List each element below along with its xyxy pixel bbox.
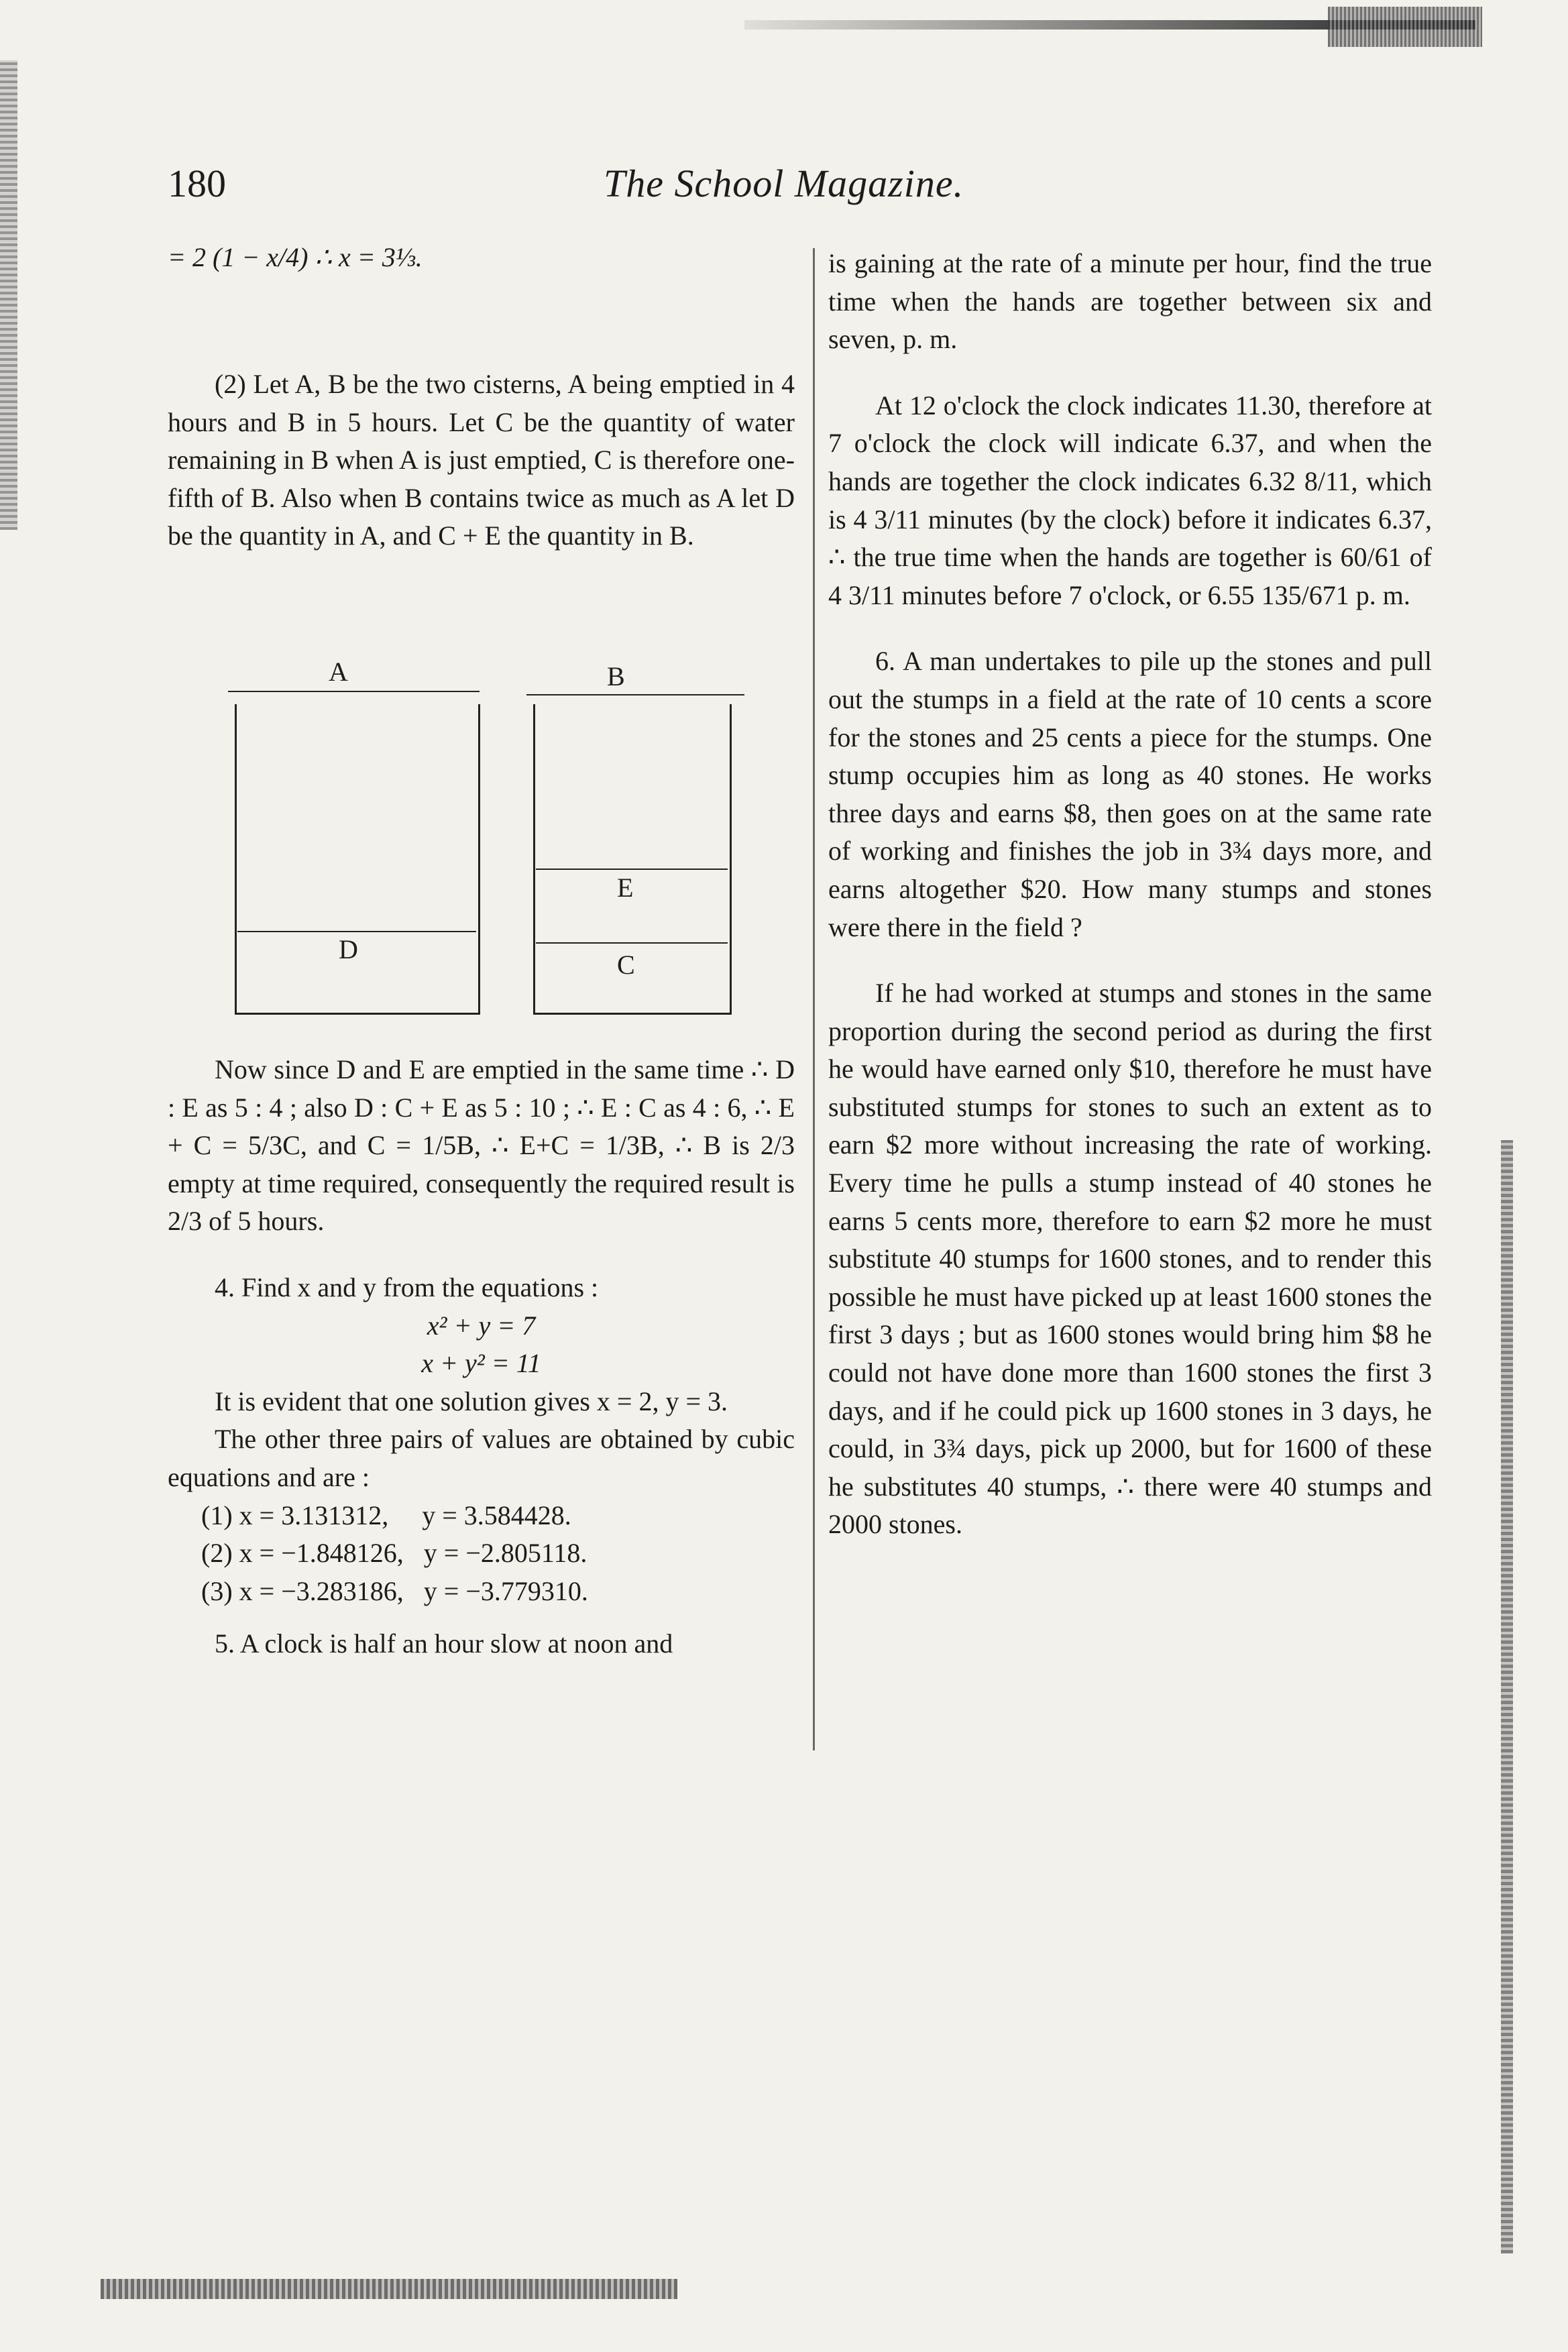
- cistern-b-level-line: [536, 869, 728, 870]
- running-title: The School Magazine.: [604, 162, 964, 205]
- other-pairs-intro: The other three pairs of values are obtained by cubic equations and are :: [168, 1424, 795, 1492]
- cistern-a-level-line: [237, 931, 476, 932]
- root-3: (3) x = −3.283186, y = −3.779310.: [201, 1575, 588, 1606]
- problem-6: 6. A man undertakes to pile up the stones and pull out the stumps in a field at the rate of 10 cents a score for the stones and 25 cents a piece for the stumps. One stump occupies him as long as 40 stones. He works three days and earns $8, then goes on at the same rate of working and finishes the job in 3¾ days more, and earns altogether $20. How many stumps and stones were there in the field ?: [828, 646, 1432, 942]
- column-rule: [813, 248, 815, 1750]
- equation-1: x² + y = 7: [427, 1310, 536, 1341]
- scan-edge-left: [0, 60, 17, 530]
- left-column-upper: [168, 366, 795, 555]
- solution-6: If he had worked at stumps and stones in the same proportion during the second period as during the first he would have earned only $10, therefore he must have substituted stumps for stones to such an extent as to earn $2 more without increasing the rate of working. Every time he pulls a stump instead of 40 stones he earns 5 cents more, therefore to earn $2 more he must substitute 40 stumps for 1600 stones, and to render this possible he must have picked up at least 1600 stones the first 3 days ; but as 1600 stones would bring him $8 he could not have done more than 1600 stones the first 3 days, and if he could pick up 1600 stones in 3 days, he could, in 3¾ days, pick up 2000, but for 1600 of these he substitutes 40 stumps, ∴ there were 40 stumps and 2000 stones.: [828, 978, 1432, 1540]
- cistern-a-label: A: [329, 657, 348, 687]
- problem-5-continued: is gaining at the rate of a minute per hour, find the true time when the hands are together between six and seven, p. m.: [828, 248, 1432, 355]
- cistern-e-label: E: [617, 873, 634, 903]
- cistern-d-label: D: [339, 934, 358, 964]
- scan-edge-bottom: [101, 2279, 677, 2299]
- top-formula: = 2 (1 − x/4) ∴ x = 3⅓.: [168, 242, 423, 272]
- evident-solution: It is evident that one solution gives x = 2, y = 3.: [215, 1386, 728, 1416]
- solution-5: At 12 o'clock the clock indicates 11.30, therefore at 7 o'clock the clock will indicate 6.37, and when the hands are together the clock indicates 6.32 8/11, which is 4 3/11 minutes (by the clock) before it indicates 6.37, ∴ the true time when the hands are together is 60/61 of 4 3/11 minutes before 7 o'clock, or 6.55 135/671 p. m.: [828, 390, 1432, 610]
- scan-edge-top-corner: [1328, 7, 1482, 47]
- cistern-c-label: C: [617, 950, 635, 980]
- cistern-b-lower-line: [536, 942, 728, 944]
- cistern-b-label: B: [607, 661, 625, 691]
- root-2: (2) x = −1.848126, y = −2.805118.: [201, 1538, 587, 1569]
- cistern-a-top-line: [228, 691, 480, 692]
- cistern-b-top-line: [526, 694, 744, 695]
- left-column-lower: [168, 1051, 795, 1663]
- cistern-conclusion: Now since D and E are emptied in the same time ∴ D : E as 5 : 4 ; also D : C + E as 5 : 10 ; ∴ E : C as 4 : 6, ∴ E + C = 5/3C, and C = 1/5B, ∴ E+C = 1/3B, ∴ B is 2/3 empty at time required, consequently the required result is 2/3 of 5 hours.: [168, 1054, 795, 1237]
- problem-4-intro: 4. Find x and y from the equations :: [215, 1272, 599, 1302]
- problem-5-start: 5. A clock is half an hour slow at noon and: [215, 1628, 673, 1659]
- cistern-a: [235, 704, 480, 1015]
- scan-edge-right: [1501, 1140, 1513, 2253]
- right-column: [828, 245, 1432, 1544]
- problem-2-text: (2) Let A, B be the two cisterns, A being emptied in 4 hours and B in 5 hours. Let C be the quantity of water remaining in B when A is just emptied, C is therefore one-fifth of B. Also when B contains twice as much as A let D be the quantity in A, and C + E the quantity in B.: [168, 369, 795, 551]
- root-1: (1) x = 3.131312, y = 3.584428.: [201, 1500, 571, 1530]
- equation-2: x + y² = 11: [421, 1348, 541, 1379]
- page-number: 180: [168, 162, 226, 205]
